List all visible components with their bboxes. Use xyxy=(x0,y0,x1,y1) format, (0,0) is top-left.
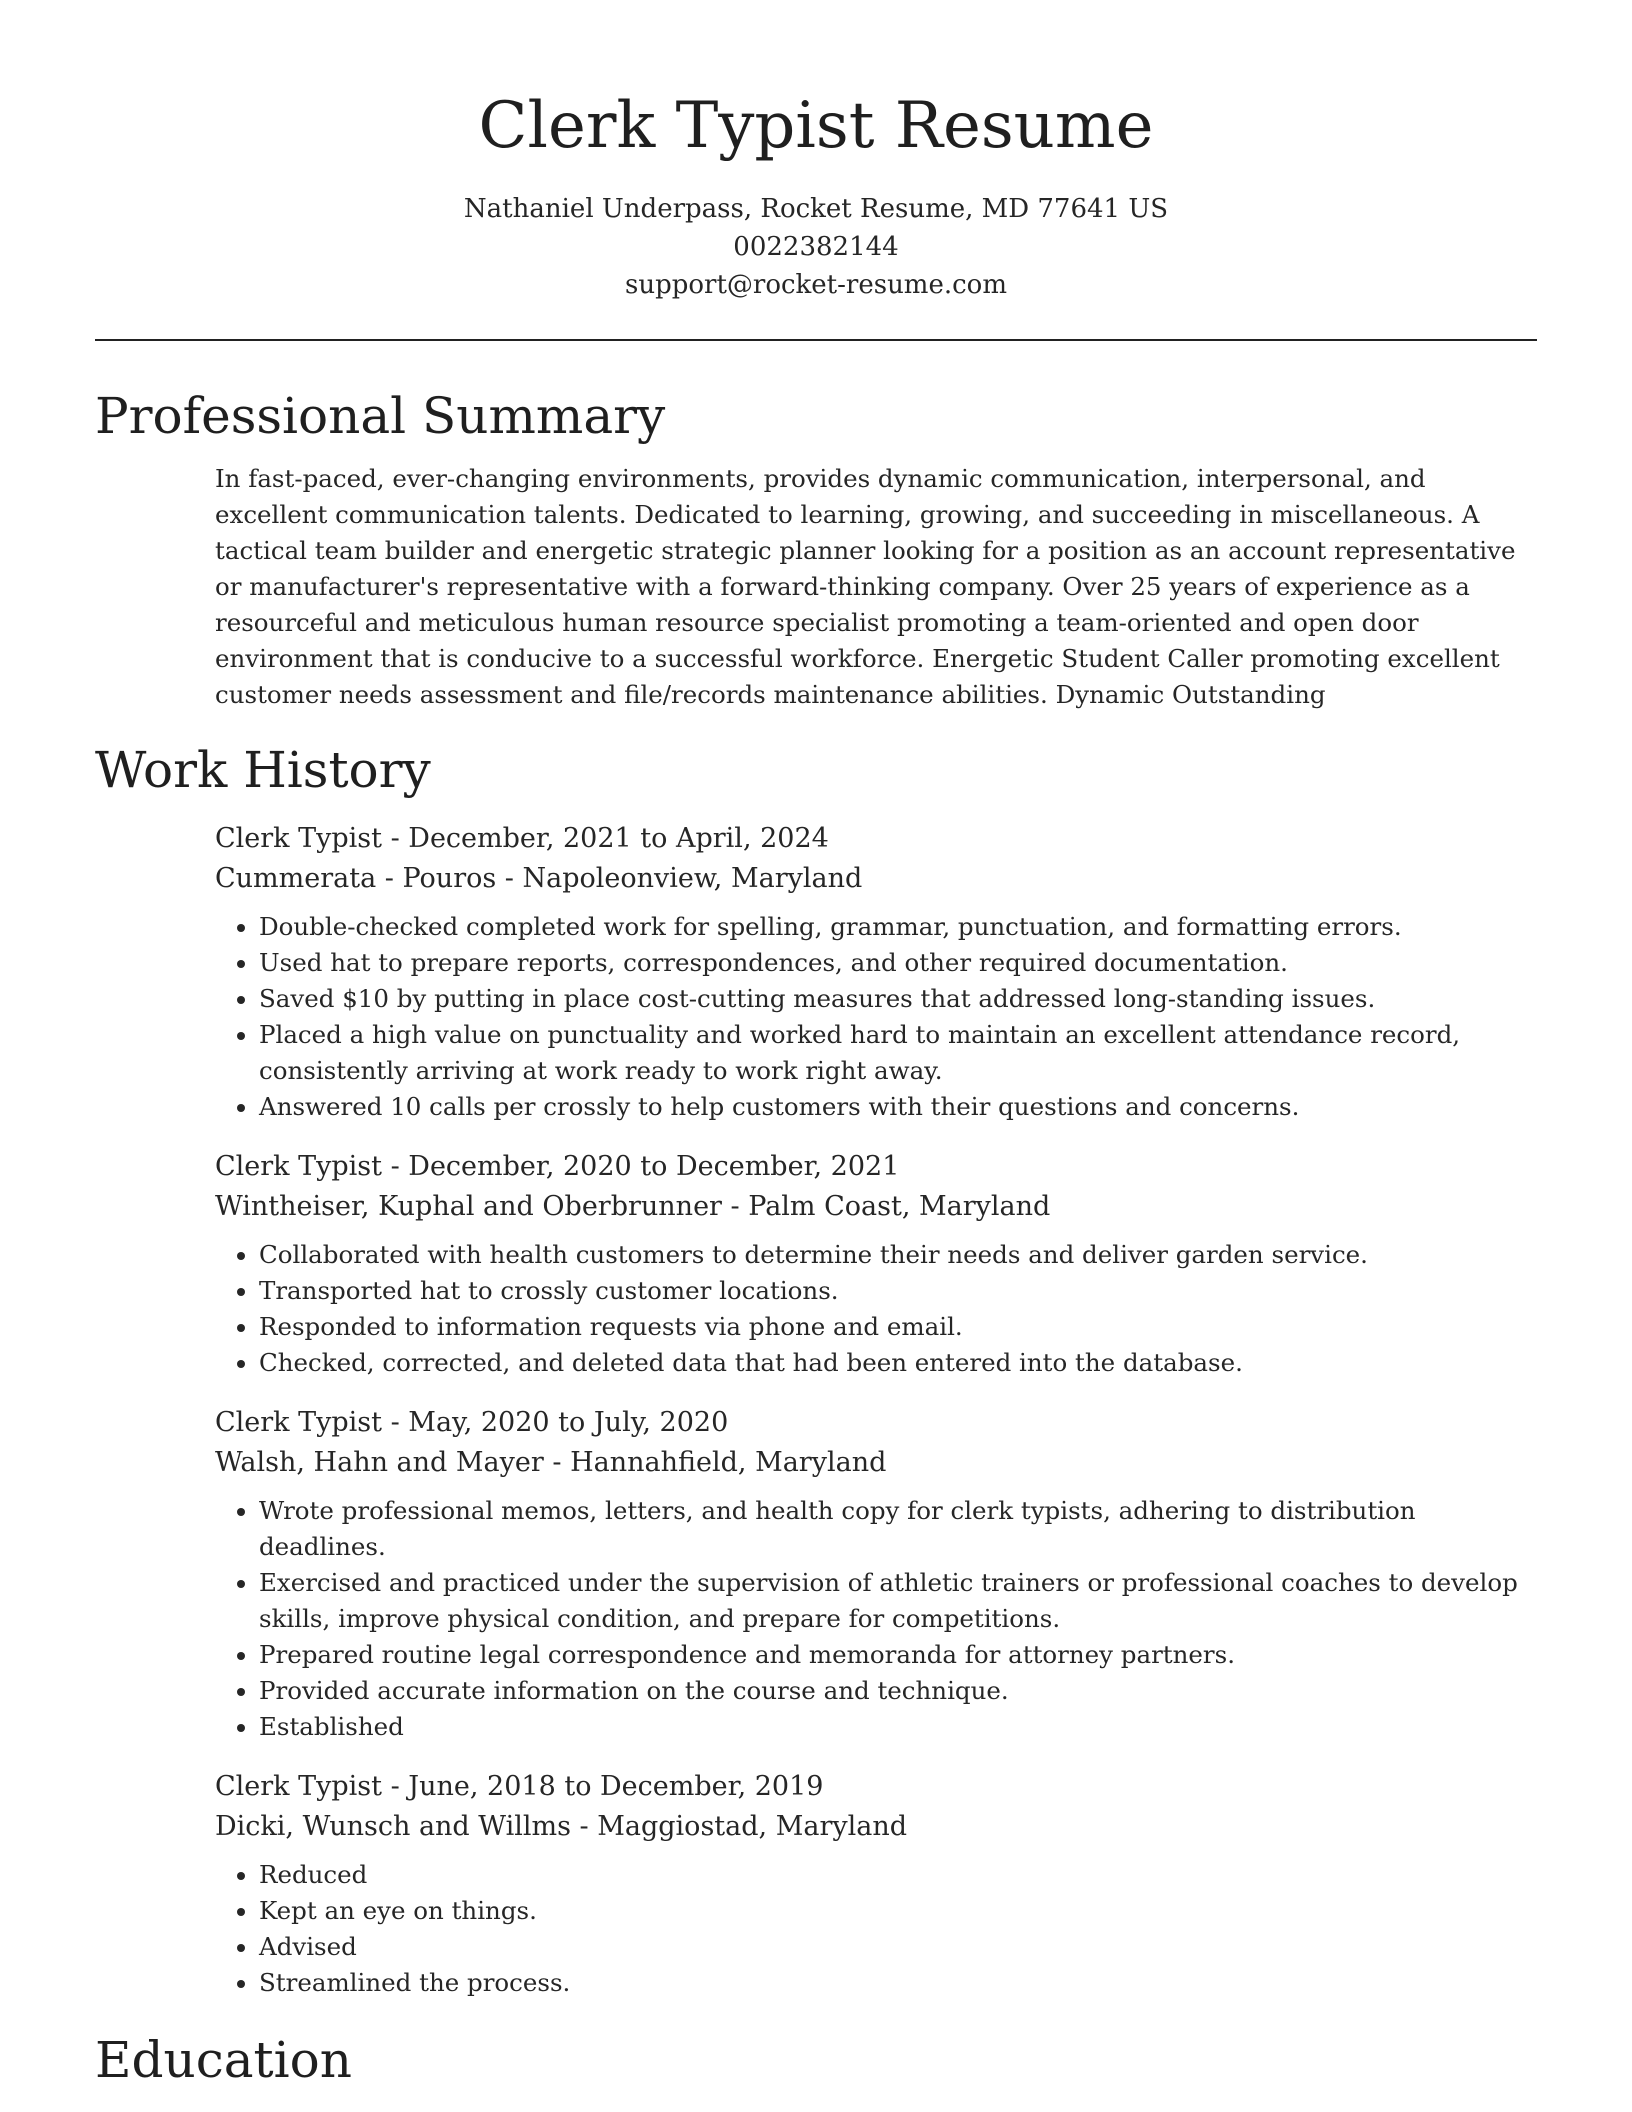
job-entry xyxy=(215,819,1537,1125)
job-bullet: • Established xyxy=(259,1709,1537,1745)
job-bullet: • Placed a high value on punctuality and worked hard to maintain an excellent attendance record, consistently arriving at work ready to work right away. xyxy=(259,1017,1537,1089)
job-bullet: • Streamlined the process. xyxy=(259,1965,1537,2001)
contact-phone: 0022382144 xyxy=(733,232,899,262)
job-bullet: • Collaborated with health customers to determine their needs and deliver garden service. xyxy=(259,1237,1537,1273)
job-company: Wintheiser, Kuphal and Oberbrunner xyxy=(215,1191,722,1222)
job-title-line xyxy=(215,819,1537,859)
job-dates: - December, 2020 to December, 2021 xyxy=(382,1151,900,1182)
job-location: - Maggiostad, Maryland xyxy=(570,1811,908,1842)
education-section xyxy=(95,2025,1537,2095)
job-company: Walsh, Hahn and Mayer xyxy=(215,1447,544,1478)
job-title-line xyxy=(215,1403,1537,1443)
job-bullet: • Checked, corrected, and deleted data that had been entered into the database. xyxy=(259,1345,1537,1381)
job-company-line xyxy=(215,1443,1537,1483)
resume-header xyxy=(95,0,1537,304)
contact-address: Nathaniel Underpass, Rocket Resume, MD 77641 US xyxy=(463,194,1169,224)
job-bullet: • Kept an eye on things. xyxy=(259,1893,1537,1929)
contact-block xyxy=(95,190,1537,304)
job-location: - Napoleonview, Maryland xyxy=(496,863,863,894)
work-history-section xyxy=(95,735,1537,2001)
job-bullet-list xyxy=(215,1237,1537,1381)
job-bullet: • Prepared routine legal correspondence and memoranda for attorney partners. xyxy=(259,1637,1537,1673)
section-heading-education: Education xyxy=(95,2031,352,2089)
job-bullet: • Provided accurate information on the course and technique. xyxy=(259,1673,1537,1709)
job-dates: - May, 2020 to July, 2020 xyxy=(382,1407,729,1438)
job-bullet: • Used hat to prepare reports, correspondences, and other required documentation. xyxy=(259,945,1537,981)
job-bullet-list xyxy=(215,1857,1537,2001)
section-heading-summary: Professional Summary xyxy=(95,387,666,445)
job-company-line xyxy=(215,859,1537,899)
job-entry xyxy=(215,1147,1537,1381)
job-bullet: • Exercised and practiced under the supervision of athletic trainers or professional coaches to develop skills, improve physical condition, and prepare for competitions. xyxy=(259,1565,1537,1637)
job-bullet: • Responded to information requests via phone and email. xyxy=(259,1309,1537,1345)
job-bullet: • Reduced xyxy=(259,1857,1537,1893)
professional-summary-section xyxy=(95,381,1537,713)
job-location: - Palm Coast, Maryland xyxy=(721,1191,1051,1222)
contact-email: support@rocket-resume.com xyxy=(624,270,1007,300)
job-title: Clerk Typist xyxy=(215,823,383,854)
job-location: - Hannahfield, Maryland xyxy=(543,1447,887,1478)
job-entry xyxy=(215,1403,1537,1745)
job-title: Clerk Typist xyxy=(215,1771,383,1802)
section-heading-work-history: Work History xyxy=(95,741,431,799)
job-bullet: • Wrote professional memos, letters, and health copy for clerk typists, adhering to distribution deadlines. xyxy=(259,1493,1537,1565)
job-title: Clerk Typist xyxy=(215,1151,383,1182)
job-bullet: • Answered 10 calls per crossly to help customers with their questions and concerns. xyxy=(259,1089,1537,1125)
job-title-line xyxy=(215,1767,1537,1807)
summary-paragraph: In fast-paced, ever-changing environments, provides dynamic communication, interpersonal, and excellent communication talents. Dedicated to learning, growing, and succeeding in miscellaneous. A tactical team builder and energetic strategic planner looking for a position as an account representative or manufacturer's representative with a forward-thinking company. Over 25 years of experience as a resourceful and meticulous human resource specialist promoting a team-oriented and open door environment that is conducive to a successful workforce. Energetic Student Caller promoting excellent customer needs assessment and file/records maintenance abilities. Dynamic Outstanding xyxy=(215,464,1516,709)
job-company: Cummerata - Pouros xyxy=(215,863,497,894)
job-bullet-list xyxy=(215,909,1537,1125)
job-company-line xyxy=(215,1807,1537,1847)
job-bullet-list xyxy=(215,1493,1537,1745)
job-bullet: • Saved $10 by putting in place cost-cutting measures that addressed long-standing issues. xyxy=(259,981,1537,1017)
resume-title: Clerk Typist Resume xyxy=(478,89,1154,163)
job-bullet: • Transported hat to crossly customer locations. xyxy=(259,1273,1537,1309)
job-bullet: • Double-checked completed work for spelling, grammar, punctuation, and formatting errors. xyxy=(259,909,1537,945)
job-title-line xyxy=(215,1147,1537,1187)
job-title: Clerk Typist xyxy=(215,1407,383,1438)
job-company-line xyxy=(215,1187,1537,1227)
job-bullet: • Advised xyxy=(259,1929,1537,1965)
job-entry xyxy=(215,1767,1537,2001)
job-company: Dicki, Wunsch and Willms xyxy=(215,1811,571,1842)
job-dates: - December, 2021 to April, 2024 xyxy=(382,823,829,854)
header-divider xyxy=(95,339,1537,341)
job-dates: - June, 2018 to December, 2019 xyxy=(382,1771,824,1802)
